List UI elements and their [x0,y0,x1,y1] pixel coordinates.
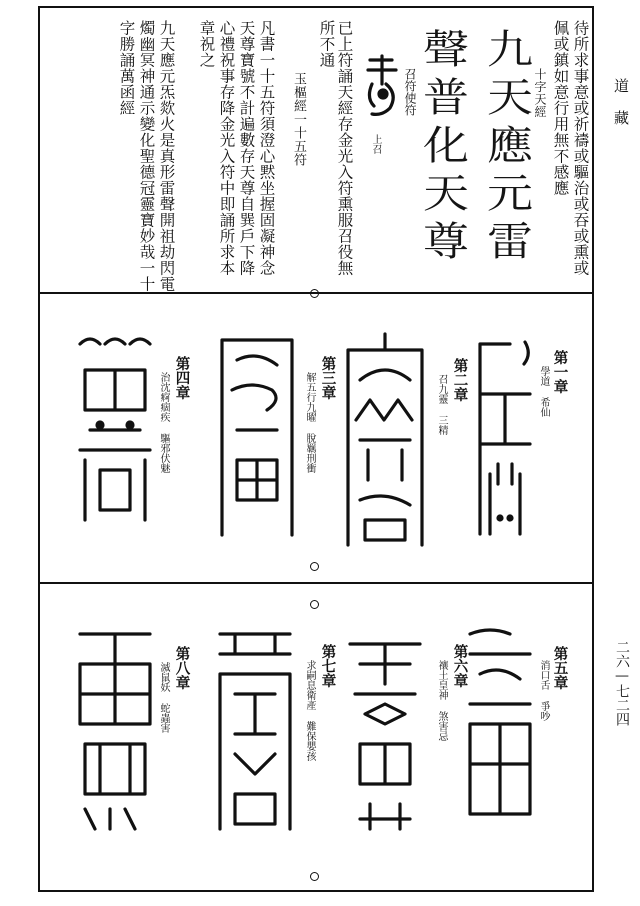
ring-marker [310,872,319,881]
text-column-9: 心禮祝事存降金光入符中即誦所求本 [217,20,236,276]
chapter-6-label: 第六章 [451,644,469,688]
small-note: 上召 [370,134,381,154]
text-column-10: 章祝之 [197,20,216,68]
talisman-8 [70,624,160,834]
text-panel [40,8,592,292]
chapter-6-note: 禳土皇神 煞害忌 [436,660,447,741]
seal-script-column-a: 九天應元雷 [479,28,533,268]
text-column-4: 已上符誦天經存金光入符熏服召役無 [335,20,354,276]
margin-title-char-2: 藏 [612,110,630,125]
chapter-5-note: 消口舌 爭吵 [538,660,549,721]
chapter-4-note: 治沈痾痼疾 驅邪伏魅 [158,372,169,473]
talisman-3 [212,330,302,540]
seal-script-column-b: 聲普化天尊 [415,28,469,268]
text-column-5: 所不通 [317,20,336,68]
heading-ten-char-scripture: 十字天經 [533,68,547,118]
text-column-8: 天尊寶號不計遍數存天尊自巽戶下降 [237,20,256,276]
text-column-13: 燭幽冥神通示變化聖德冠靈寶妙哉一十 [137,20,156,292]
ring-marker [310,600,319,609]
text-column-12: 九天應元炁欻火是真形雷聲開祖劫閃電 [157,20,176,292]
talisman-4 [70,330,160,530]
talisman-6 [340,624,430,834]
chapter-1-label: 第一章 [551,350,569,394]
chapter-8-note: 滅鼠妖 蛇蟲害 [158,662,169,733]
heading-jade-pivot: 玉樞經一十五符 [291,72,306,167]
chapter-8-label: 第八章 [173,646,191,690]
text-column-2: 佩或鎮如意行用無不感應 [551,20,570,196]
text-column-14: 字勝誦萬函經 [117,20,136,116]
chapter-3-note: 解五行九曜 脫羈刑衝 [304,372,315,473]
text-column-7: 凡書一十五符須澄心黙坐握固凝神念 [257,20,276,276]
page-frame [38,6,594,892]
fu-heading: 召符使符 [403,68,417,116]
ring-marker [310,562,319,571]
chapter-3-label: 第三章 [319,356,337,400]
chapter-4-label: 第四章 [173,356,191,400]
chapter-7-note: 求嗣息衛產 難保嬰孩 [304,660,315,761]
chapter-7-label: 第七章 [319,644,337,688]
talisman-5 [460,624,540,824]
ring-marker [310,289,319,298]
text-column-1: 待所求事意或祈禱或驅治或吞或熏或 [571,20,590,276]
chapter-2-note: 召九靈 三精 [436,374,447,435]
page-number: 二六—七二四 [614,640,630,726]
talisman-1 [470,334,540,544]
talisman-panel-2 [40,582,592,892]
small-talisman-figure [362,54,404,124]
talisman-panel-1 [40,292,592,584]
talisman-2 [340,330,430,550]
chapter-2-label: 第二章 [451,358,469,402]
talisman-7 [210,624,300,834]
chapter-5-label: 第五章 [551,646,569,690]
margin-title-char-1: 道 [612,78,630,93]
chapter-1-note: 學道 希仙 [538,366,549,417]
